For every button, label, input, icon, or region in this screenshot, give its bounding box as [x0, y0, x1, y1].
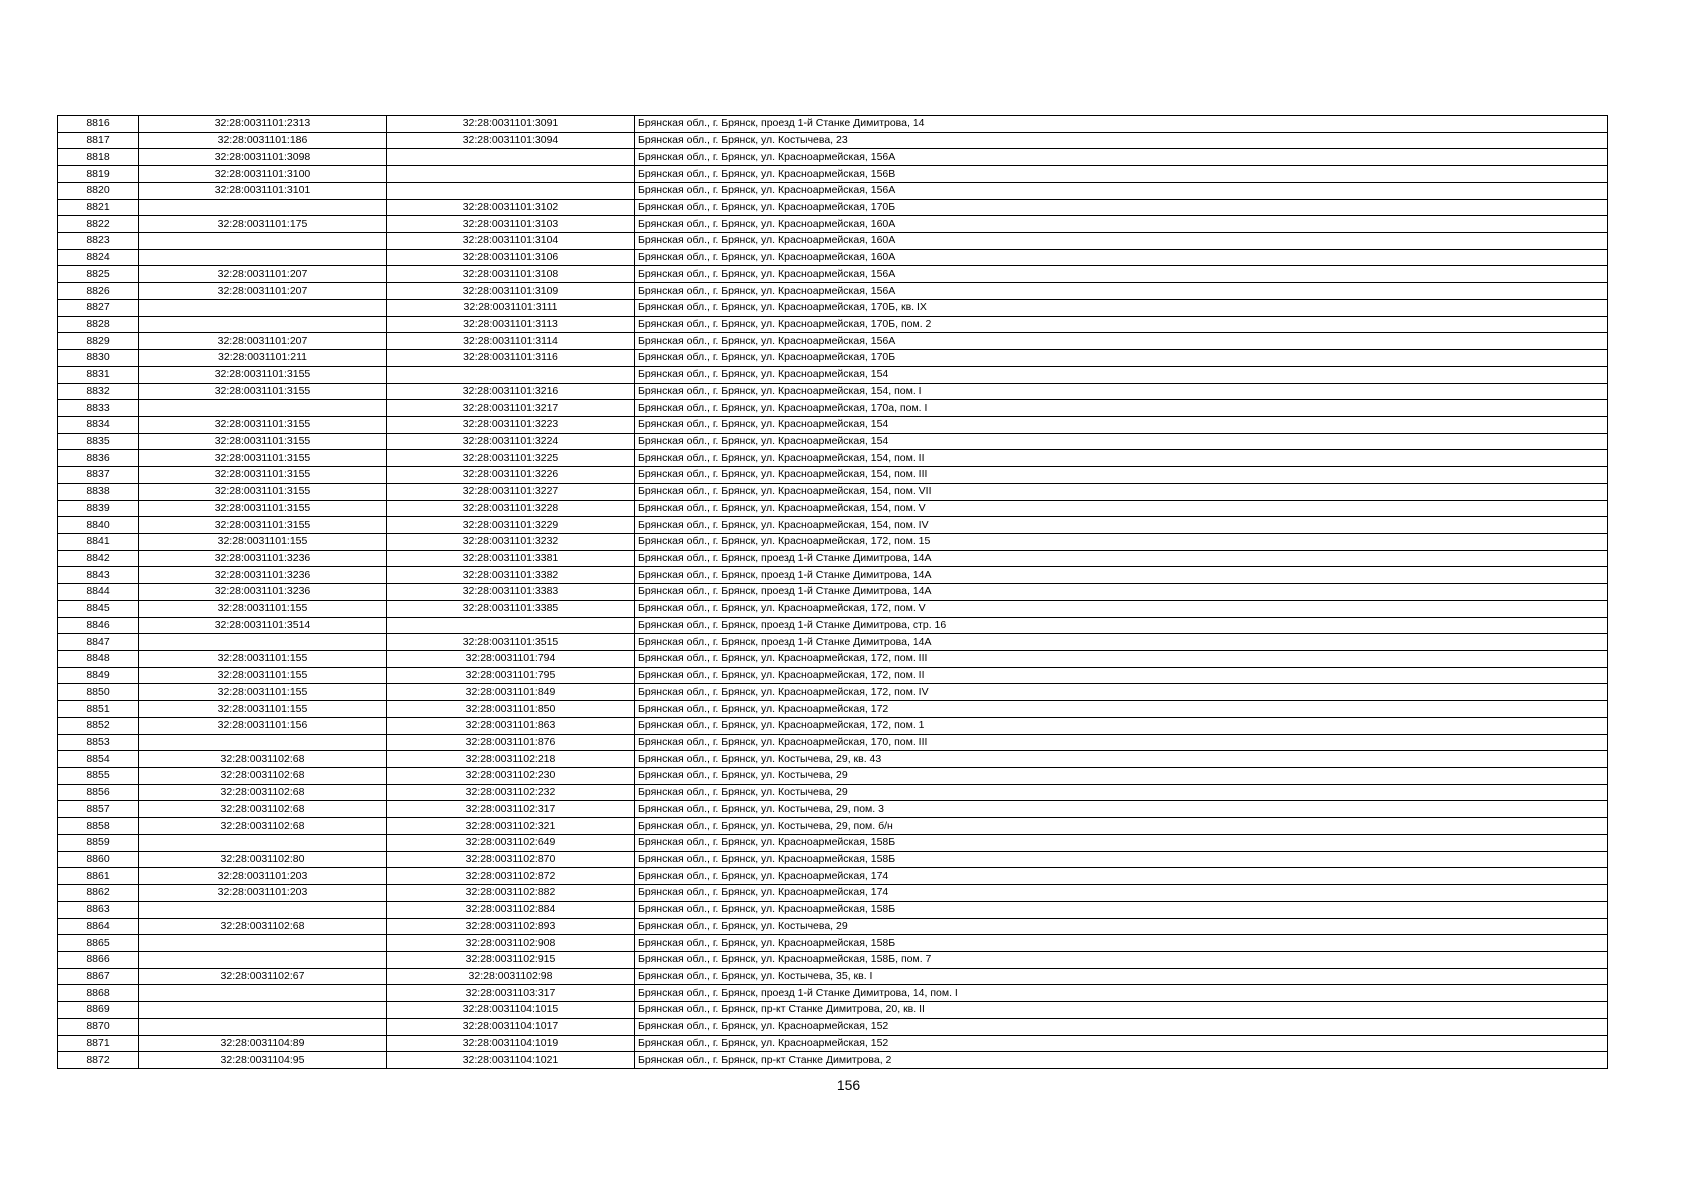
address-cell: Брянская обл., г. Брянск, ул. Костычева, 29 [635, 784, 1608, 801]
row-number-cell: 8825 [58, 266, 139, 283]
object-cadastral-number-cell: 32:28:0031101:3232 [387, 533, 635, 550]
row-number-cell: 8865 [58, 935, 139, 952]
object-cadastral-number-cell: 32:28:0031101:3109 [387, 283, 635, 300]
row-number-cell: 8843 [58, 567, 139, 584]
address-cell: Брянская обл., г. Брянск, ул. Красноармейская, 156А [635, 283, 1608, 300]
row-number-cell: 8867 [58, 968, 139, 985]
address-cell: Брянская обл., г. Брянск, ул. Красноармейская, 170Б [635, 199, 1608, 216]
row-number-cell: 8848 [58, 651, 139, 668]
table-row [58, 701, 1608, 718]
parcel-cadastral-number-cell [139, 233, 387, 250]
object-cadastral-number-cell: 32:28:0031104:1017 [387, 1018, 635, 1035]
table-row [58, 584, 1608, 601]
table-row [58, 299, 1608, 316]
object-cadastral-number-cell: 32:28:0031101:3111 [387, 299, 635, 316]
parcel-cadastral-number-cell: 32:28:0031101:3101 [139, 182, 387, 199]
row-number-cell: 8828 [58, 316, 139, 333]
row-number-cell: 8845 [58, 600, 139, 617]
parcel-cadastral-number-cell: 32:28:0031101:3514 [139, 617, 387, 634]
address-cell: Брянская обл., г. Брянск, пр-кт Станке Димитрова, 2 [635, 1052, 1608, 1069]
address-cell: Брянская обл., г. Брянск, проезд 1-й Станке Димитрова, стр. 16 [635, 617, 1608, 634]
object-cadastral-number-cell: 32:28:0031101:3385 [387, 600, 635, 617]
object-cadastral-number-cell: 32:28:0031101:849 [387, 684, 635, 701]
address-cell: Брянская обл., г. Брянск, проезд 1-й Станке Димитрова, 14 [635, 116, 1608, 133]
table-row [58, 1052, 1608, 1069]
table-row [58, 333, 1608, 350]
table-row [58, 216, 1608, 233]
object-cadastral-number-cell: 32:28:0031101:3106 [387, 249, 635, 266]
address-cell: Брянская обл., г. Брянск, ул. Красноармейская, 156А [635, 182, 1608, 199]
address-cell: Брянская обл., г. Брянск, ул. Костычева, 23 [635, 132, 1608, 149]
address-cell: Брянская обл., г. Брянск, ул. Красноармейская, 170Б [635, 350, 1608, 367]
object-cadastral-number-cell: 32:28:0031101:3229 [387, 517, 635, 534]
parcel-cadastral-number-cell: 32:28:0031101:155 [139, 600, 387, 617]
row-number-cell: 8824 [58, 249, 139, 266]
object-cadastral-number-cell: 32:28:0031101:3113 [387, 316, 635, 333]
row-number-cell: 8855 [58, 768, 139, 785]
cadastral-table-container [57, 115, 1607, 1069]
table-row [58, 734, 1608, 751]
address-cell: Брянская обл., г. Брянск, ул. Красноармейская, 174 [635, 885, 1608, 902]
address-cell: Брянская обл., г. Брянск, ул. Красноармейская, 160А [635, 216, 1608, 233]
object-cadastral-number-cell: 32:28:0031102:893 [387, 918, 635, 935]
row-number-cell: 8838 [58, 483, 139, 500]
address-cell: Брянская обл., г. Брянск, ул. Красноармейская, 156А [635, 333, 1608, 350]
address-cell: Брянская обл., г. Брянск, ул. Костычева, 35, кв. I [635, 968, 1608, 985]
parcel-cadastral-number-cell [139, 199, 387, 216]
object-cadastral-number-cell [387, 166, 635, 183]
parcel-cadastral-number-cell: 32:28:0031101:3236 [139, 584, 387, 601]
table-body [58, 116, 1608, 1069]
object-cadastral-number-cell: 32:28:0031101:876 [387, 734, 635, 751]
address-cell: Брянская обл., г. Брянск, ул. Красноармейская, 158Б [635, 935, 1608, 952]
address-cell: Брянская обл., г. Брянск, ул. Красноармейская, 154 [635, 416, 1608, 433]
parcel-cadastral-number-cell: 32:28:0031101:155 [139, 533, 387, 550]
address-cell: Брянская обл., г. Брянск, ул. Красноармейская, 172, пом. 15 [635, 533, 1608, 550]
parcel-cadastral-number-cell [139, 951, 387, 968]
object-cadastral-number-cell: 32:28:0031101:3114 [387, 333, 635, 350]
address-cell: Брянская обл., г. Брянск, проезд 1-й Станке Димитрова, 14, пом. I [635, 985, 1608, 1002]
parcel-cadastral-number-cell [139, 634, 387, 651]
object-cadastral-number-cell: 32:28:0031104:1015 [387, 1002, 635, 1019]
table-row [58, 517, 1608, 534]
row-number-cell: 8861 [58, 868, 139, 885]
object-cadastral-number-cell: 32:28:0031101:3108 [387, 266, 635, 283]
table-row [58, 784, 1608, 801]
row-number-cell: 8842 [58, 550, 139, 567]
address-cell: Брянская обл., г. Брянск, ул. Красноармейская, 172, пом. 1 [635, 717, 1608, 734]
address-cell: Брянская обл., г. Брянск, ул. Красноармейская, 172, пом. IV [635, 684, 1608, 701]
table-row [58, 1018, 1608, 1035]
row-number-cell: 8846 [58, 617, 139, 634]
address-cell: Брянская обл., г. Брянск, проезд 1-й Станке Димитрова, 14А [635, 584, 1608, 601]
table-row [58, 249, 1608, 266]
row-number-cell: 8816 [58, 116, 139, 133]
object-cadastral-number-cell: 32:28:0031101:3226 [387, 467, 635, 484]
object-cadastral-number-cell: 32:28:0031101:3104 [387, 233, 635, 250]
object-cadastral-number-cell: 32:28:0031102:649 [387, 834, 635, 851]
parcel-cadastral-number-cell: 32:28:0031101:3236 [139, 550, 387, 567]
table-row [58, 968, 1608, 985]
table-row [58, 316, 1608, 333]
parcel-cadastral-number-cell: 32:28:0031101:3236 [139, 567, 387, 584]
parcel-cadastral-number-cell: 32:28:0031101:211 [139, 350, 387, 367]
row-number-cell: 8863 [58, 901, 139, 918]
object-cadastral-number-cell: 32:28:0031101:3381 [387, 550, 635, 567]
table-row [58, 416, 1608, 433]
table-row [58, 751, 1608, 768]
address-cell: Брянская обл., г. Брянск, ул. Красноармейская, 174 [635, 868, 1608, 885]
table-row [58, 233, 1608, 250]
address-cell: Брянская обл., г. Брянск, ул. Красноармейская, 158Б, пом. 7 [635, 951, 1608, 968]
parcel-cadastral-number-cell [139, 734, 387, 751]
row-number-cell: 8844 [58, 584, 139, 601]
row-number-cell: 8837 [58, 467, 139, 484]
page-number: 156 [836, 1077, 861, 1093]
parcel-cadastral-number-cell: 32:28:0031101:3155 [139, 433, 387, 450]
table-row [58, 617, 1608, 634]
row-number-cell: 8818 [58, 149, 139, 166]
row-number-cell: 8866 [58, 951, 139, 968]
row-number-cell: 8853 [58, 734, 139, 751]
parcel-cadastral-number-cell: 32:28:0031101:156 [139, 717, 387, 734]
address-cell: Брянская обл., г. Брянск, ул. Костычева, 29 [635, 918, 1608, 935]
row-number-cell: 8854 [58, 751, 139, 768]
row-number-cell: 8832 [58, 383, 139, 400]
parcel-cadastral-number-cell [139, 316, 387, 333]
row-number-cell: 8869 [58, 1002, 139, 1019]
object-cadastral-number-cell: 32:28:0031103:317 [387, 985, 635, 1002]
parcel-cadastral-number-cell: 32:28:0031101:3155 [139, 416, 387, 433]
row-number-cell: 8859 [58, 834, 139, 851]
address-cell: Брянская обл., г. Брянск, ул. Красноармейская, 160А [635, 233, 1608, 250]
table-row [58, 533, 1608, 550]
object-cadastral-number-cell: 32:28:0031102:321 [387, 818, 635, 835]
object-cadastral-number-cell: 32:28:0031102:915 [387, 951, 635, 968]
table-row [58, 901, 1608, 918]
object-cadastral-number-cell: 32:28:0031101:3102 [387, 199, 635, 216]
address-cell: Брянская обл., г. Брянск, ул. Красноармейская, 170, пом. III [635, 734, 1608, 751]
object-cadastral-number-cell: 32:28:0031101:3382 [387, 567, 635, 584]
table-row [58, 467, 1608, 484]
parcel-cadastral-number-cell: 32:28:0031102:68 [139, 784, 387, 801]
parcel-cadastral-number-cell [139, 1018, 387, 1035]
row-number-cell: 8870 [58, 1018, 139, 1035]
address-cell: Брянская обл., г. Брянск, ул. Костычева, 29, пом. б/н [635, 818, 1608, 835]
object-cadastral-number-cell: 32:28:0031104:1019 [387, 1035, 635, 1052]
row-number-cell: 8830 [58, 350, 139, 367]
row-number-cell: 8831 [58, 366, 139, 383]
parcel-cadastral-number-cell: 32:28:0031101:186 [139, 132, 387, 149]
parcel-cadastral-number-cell: 32:28:0031101:203 [139, 885, 387, 902]
row-number-cell: 8849 [58, 667, 139, 684]
table-row [58, 400, 1608, 417]
parcel-cadastral-number-cell: 32:28:0031101:3155 [139, 500, 387, 517]
parcel-cadastral-number-cell: 32:28:0031101:155 [139, 667, 387, 684]
table-row [58, 885, 1608, 902]
object-cadastral-number-cell: 32:28:0031102:230 [387, 768, 635, 785]
address-cell: Брянская обл., г. Брянск, пр-кт Станке Димитрова, 20, кв. II [635, 1002, 1608, 1019]
address-cell: Брянская обл., г. Брянск, ул. Красноармейская, 152 [635, 1018, 1608, 1035]
row-number-cell: 8847 [58, 634, 139, 651]
parcel-cadastral-number-cell: 32:28:0031101:3098 [139, 149, 387, 166]
parcel-cadastral-number-cell: 32:28:0031102:68 [139, 918, 387, 935]
row-number-cell: 8820 [58, 182, 139, 199]
object-cadastral-number-cell: 32:28:0031101:795 [387, 667, 635, 684]
parcel-cadastral-number-cell: 32:28:0031101:2313 [139, 116, 387, 133]
row-number-cell: 8819 [58, 166, 139, 183]
table-row [58, 985, 1608, 1002]
row-number-cell: 8850 [58, 684, 139, 701]
address-cell: Брянская обл., г. Брянск, ул. Красноармейская, 158Б [635, 834, 1608, 851]
object-cadastral-number-cell: 32:28:0031101:3116 [387, 350, 635, 367]
object-cadastral-number-cell: 32:28:0031102:884 [387, 901, 635, 918]
row-number-cell: 8834 [58, 416, 139, 433]
row-number-cell: 8836 [58, 450, 139, 467]
parcel-cadastral-number-cell [139, 901, 387, 918]
address-cell: Брянская обл., г. Брянск, ул. Костычева, 29 [635, 768, 1608, 785]
table-row [58, 951, 1608, 968]
address-cell: Брянская обл., г. Брянск, проезд 1-й Станке Димитрова, 14А [635, 567, 1608, 584]
table-row [58, 266, 1608, 283]
object-cadastral-number-cell: 32:28:0031101:794 [387, 651, 635, 668]
parcel-cadastral-number-cell: 32:28:0031101:207 [139, 283, 387, 300]
parcel-cadastral-number-cell: 32:28:0031101:155 [139, 701, 387, 718]
table-row [58, 383, 1608, 400]
address-cell: Брянская обл., г. Брянск, ул. Красноармейская, 154, пом. VII [635, 483, 1608, 500]
parcel-cadastral-number-cell [139, 299, 387, 316]
parcel-cadastral-number-cell [139, 935, 387, 952]
row-number-cell: 8856 [58, 784, 139, 801]
table-row [58, 918, 1608, 935]
object-cadastral-number-cell: 32:28:0031102:98 [387, 968, 635, 985]
object-cadastral-number-cell: 32:28:0031101:3216 [387, 383, 635, 400]
table-row [58, 935, 1608, 952]
parcel-cadastral-number-cell: 32:28:0031102:68 [139, 801, 387, 818]
parcel-cadastral-number-cell: 32:28:0031102:68 [139, 818, 387, 835]
address-cell: Брянская обл., г. Брянск, ул. Красноармейская, 170а, пом. I [635, 400, 1608, 417]
address-cell: Брянская обл., г. Брянск, ул. Красноармейская, 158Б [635, 851, 1608, 868]
address-cell: Брянская обл., г. Брянск, ул. Красноармейская, 158Б [635, 901, 1608, 918]
parcel-cadastral-number-cell: 32:28:0031101:203 [139, 868, 387, 885]
object-cadastral-number-cell: 32:28:0031102:232 [387, 784, 635, 801]
row-number-cell: 8862 [58, 885, 139, 902]
parcel-cadastral-number-cell: 32:28:0031101:175 [139, 216, 387, 233]
parcel-cadastral-number-cell: 32:28:0031102:80 [139, 851, 387, 868]
address-cell: Брянская обл., г. Брянск, ул. Красноармейская, 154, пом. I [635, 383, 1608, 400]
table-row [58, 500, 1608, 517]
table-row [58, 132, 1608, 149]
parcel-cadastral-number-cell: 32:28:0031101:3155 [139, 483, 387, 500]
address-cell: Брянская обл., г. Брянск, ул. Красноармейская, 154, пом. III [635, 467, 1608, 484]
object-cadastral-number-cell: 32:28:0031102:870 [387, 851, 635, 868]
address-cell: Брянская обл., г. Брянск, ул. Костычева, 29, пом. 3 [635, 801, 1608, 818]
row-number-cell: 8860 [58, 851, 139, 868]
object-cadastral-number-cell: 32:28:0031102:872 [387, 868, 635, 885]
object-cadastral-number-cell: 32:28:0031102:218 [387, 751, 635, 768]
table-row [58, 651, 1608, 668]
parcel-cadastral-number-cell: 32:28:0031101:155 [139, 651, 387, 668]
address-cell: Брянская обл., г. Брянск, ул. Красноармейская, 154, пом. IV [635, 517, 1608, 534]
address-cell: Брянская обл., г. Брянск, ул. Красноармейская, 160А [635, 249, 1608, 266]
address-cell: Брянская обл., г. Брянск, ул. Красноармейская, 154, пом. II [635, 450, 1608, 467]
parcel-cadastral-number-cell: 32:28:0031101:3155 [139, 467, 387, 484]
cadastral-table [57, 115, 1608, 1069]
row-number-cell: 8817 [58, 132, 139, 149]
parcel-cadastral-number-cell [139, 985, 387, 1002]
table-row [58, 149, 1608, 166]
parcel-cadastral-number-cell: 32:28:0031101:155 [139, 684, 387, 701]
object-cadastral-number-cell: 32:28:0031101:3091 [387, 116, 635, 133]
address-cell: Брянская обл., г. Брянск, ул. Красноармейская, 154 [635, 433, 1608, 450]
parcel-cadastral-number-cell: 32:28:0031102:67 [139, 968, 387, 985]
table-row [58, 801, 1608, 818]
object-cadastral-number-cell: 32:28:0031102:317 [387, 801, 635, 818]
parcel-cadastral-number-cell: 32:28:0031101:3100 [139, 166, 387, 183]
table-row [58, 768, 1608, 785]
row-number-cell: 8840 [58, 517, 139, 534]
table-row [58, 567, 1608, 584]
address-cell: Брянская обл., г. Брянск, ул. Красноармейская, 172, пом. V [635, 600, 1608, 617]
parcel-cadastral-number-cell: 32:28:0031102:68 [139, 751, 387, 768]
row-number-cell: 8826 [58, 283, 139, 300]
object-cadastral-number-cell: 32:28:0031101:3223 [387, 416, 635, 433]
address-cell: Брянская обл., г. Брянск, ул. Красноармейская, 172, пом. III [635, 651, 1608, 668]
object-cadastral-number-cell: 32:28:0031101:3515 [387, 634, 635, 651]
address-cell: Брянская обл., г. Брянск, ул. Красноармейская, 156В [635, 166, 1608, 183]
object-cadastral-number-cell [387, 617, 635, 634]
row-number-cell: 8822 [58, 216, 139, 233]
table-row [58, 450, 1608, 467]
object-cadastral-number-cell: 32:28:0031102:882 [387, 885, 635, 902]
row-number-cell: 8821 [58, 199, 139, 216]
table-row [58, 433, 1608, 450]
table-row [58, 350, 1608, 367]
address-cell: Брянская обл., г. Брянск, ул. Красноармейская, 156А [635, 149, 1608, 166]
row-number-cell: 8872 [58, 1052, 139, 1069]
parcel-cadastral-number-cell [139, 834, 387, 851]
address-cell: Брянская обл., г. Брянск, ул. Красноармейская, 170Б, пом. 2 [635, 316, 1608, 333]
parcel-cadastral-number-cell: 32:28:0031101:207 [139, 266, 387, 283]
object-cadastral-number-cell [387, 366, 635, 383]
row-number-cell: 8857 [58, 801, 139, 818]
row-number-cell: 8835 [58, 433, 139, 450]
parcel-cadastral-number-cell: 32:28:0031104:95 [139, 1052, 387, 1069]
parcel-cadastral-number-cell: 32:28:0031102:68 [139, 768, 387, 785]
object-cadastral-number-cell [387, 149, 635, 166]
address-cell: Брянская обл., г. Брянск, ул. Красноармейская, 156А [635, 266, 1608, 283]
parcel-cadastral-number-cell: 32:28:0031104:89 [139, 1035, 387, 1052]
address-cell: Брянская обл., г. Брянск, ул. Красноармейская, 172 [635, 701, 1608, 718]
row-number-cell: 8851 [58, 701, 139, 718]
table-row [58, 834, 1608, 851]
row-number-cell: 8839 [58, 500, 139, 517]
object-cadastral-number-cell: 32:28:0031101:3094 [387, 132, 635, 149]
table-row [58, 684, 1608, 701]
address-cell: Брянская обл., г. Брянск, проезд 1-й Станке Димитрова, 14А [635, 634, 1608, 651]
row-number-cell: 8868 [58, 985, 139, 1002]
parcel-cadastral-number-cell [139, 400, 387, 417]
row-number-cell: 8858 [58, 818, 139, 835]
table-row [58, 851, 1608, 868]
table-row [58, 1035, 1608, 1052]
table-row [58, 868, 1608, 885]
table-row [58, 1002, 1608, 1019]
object-cadastral-number-cell: 32:28:0031101:3103 [387, 216, 635, 233]
address-cell: Брянская обл., г. Брянск, ул. Красноармейская, 154 [635, 366, 1608, 383]
object-cadastral-number-cell: 32:28:0031101:3225 [387, 450, 635, 467]
address-cell: Брянская обл., г. Брянск, ул. Костычева, 29, кв. 43 [635, 751, 1608, 768]
row-number-cell: 8841 [58, 533, 139, 550]
object-cadastral-number-cell: 32:28:0031101:863 [387, 717, 635, 734]
row-number-cell: 8871 [58, 1035, 139, 1052]
table-row [58, 366, 1608, 383]
table-row [58, 182, 1608, 199]
object-cadastral-number-cell: 32:28:0031101:3217 [387, 400, 635, 417]
address-cell: Брянская обл., г. Брянск, ул. Красноармейская, 170Б, кв. IX [635, 299, 1608, 316]
address-cell: Брянская обл., г. Брянск, проезд 1-й Станке Димитрова, 14А [635, 550, 1608, 567]
address-cell: Брянская обл., г. Брянск, ул. Красноармейская, 152 [635, 1035, 1608, 1052]
table-row [58, 717, 1608, 734]
table-row [58, 483, 1608, 500]
table-row [58, 199, 1608, 216]
parcel-cadastral-number-cell: 32:28:0031101:3155 [139, 450, 387, 467]
object-cadastral-number-cell: 32:28:0031101:850 [387, 701, 635, 718]
table-row [58, 283, 1608, 300]
parcel-cadastral-number-cell: 32:28:0031101:3155 [139, 383, 387, 400]
table-row [58, 818, 1608, 835]
object-cadastral-number-cell: 32:28:0031104:1021 [387, 1052, 635, 1069]
row-number-cell: 8864 [58, 918, 139, 935]
row-number-cell: 8833 [58, 400, 139, 417]
object-cadastral-number-cell: 32:28:0031101:3227 [387, 483, 635, 500]
parcel-cadastral-number-cell [139, 1002, 387, 1019]
parcel-cadastral-number-cell: 32:28:0031101:207 [139, 333, 387, 350]
object-cadastral-number-cell: 32:28:0031101:3228 [387, 500, 635, 517]
table-row [58, 667, 1608, 684]
row-number-cell: 8852 [58, 717, 139, 734]
address-cell: Брянская обл., г. Брянск, ул. Красноармейская, 172, пом. II [635, 667, 1608, 684]
row-number-cell: 8829 [58, 333, 139, 350]
object-cadastral-number-cell: 32:28:0031101:3224 [387, 433, 635, 450]
parcel-cadastral-number-cell: 32:28:0031101:3155 [139, 517, 387, 534]
table-row [58, 634, 1608, 651]
row-number-cell: 8827 [58, 299, 139, 316]
table-row [58, 600, 1608, 617]
table-row [58, 116, 1608, 133]
parcel-cadastral-number-cell [139, 249, 387, 266]
address-cell: Брянская обл., г. Брянск, ул. Красноармейская, 154, пом. V [635, 500, 1608, 517]
object-cadastral-number-cell: 32:28:0031101:3383 [387, 584, 635, 601]
row-number-cell: 8823 [58, 233, 139, 250]
object-cadastral-number-cell [387, 182, 635, 199]
object-cadastral-number-cell: 32:28:0031102:908 [387, 935, 635, 952]
parcel-cadastral-number-cell: 32:28:0031101:3155 [139, 366, 387, 383]
table-row [58, 166, 1608, 183]
table-row [58, 550, 1608, 567]
